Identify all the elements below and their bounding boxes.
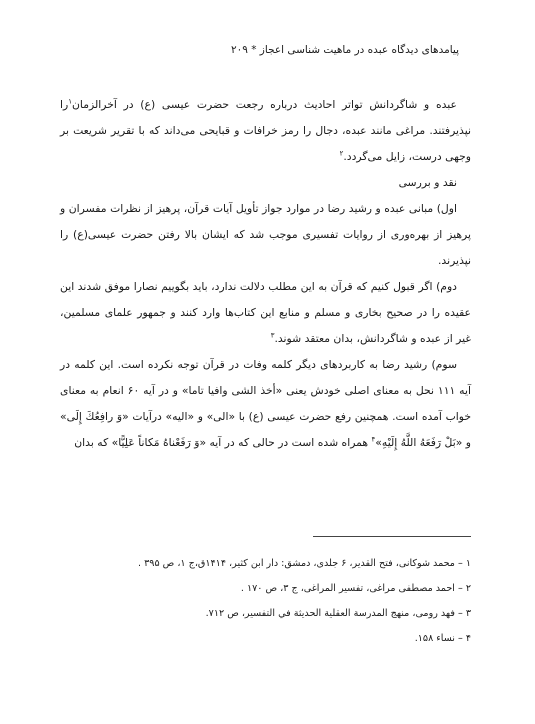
paragraph-3-text: دوم) اگر قبول کنیم که قرآن به این مطلب دلالت ندارد، باید بگوییم نصارا موفق شدند این عقیده را در صحیح بخاری و مسلم و منابع این کتاب‌ها وارد کنند و جمهور علمای مسلمین، غیر از عبده و شاگردانش، بدان معتقد شوند.	[60, 280, 471, 345]
footnote-ref-2: ۲	[339, 149, 344, 158]
header-title: پیامدهای دیدگاه عبده در ماهیت شناسی اعجاز	[259, 44, 459, 56]
footnote-item: ۴ – نساء ۱۵۸.	[414, 633, 471, 644]
footnote-item: ۳ – فهد رومی، منهج المدرسة العقلية الحديثة في التفسير، ص ۷۱۲.	[205, 608, 471, 619]
main-text	[60, 92, 471, 456]
footnote-divider	[313, 536, 471, 537]
footnote-item: ۱ – محمد شوکانی، فتح القدیر، ۶ جلدی، دمشق: دار ابن کثیر، ۱۴۱۴ق،ج ۱، ص ۳۹۵ .	[138, 558, 471, 569]
footnote-ref-3: ۳	[270, 331, 275, 340]
running-header	[60, 44, 459, 56]
paragraph-1	[60, 92, 471, 170]
header-star: *	[251, 44, 257, 56]
paragraph-2: اول) مبانی عبده و رشید رضا در موارد جواز تأویل آیات قرآن، پرهیز از نظرات مفسران و پرهیز از بهره‌وری از روایات تفسیری موجب شد که ایشان بالا رفتن حضرت عیسی(ع) را نپذیرند.	[60, 202, 471, 267]
footnote-ref-4: ۴	[371, 435, 376, 444]
paragraph-3	[60, 274, 471, 352]
paragraph-4-text-b: همراه شده است در حالی که در آیه «وَ رَفَعْناهُ مَكاناً عَلِيًّا» که بدان	[74, 436, 372, 449]
paragraph-1-text-a: عبده و شاگردانش تواتر احادیث درباره رجعت حضرت عیسی (ع) در آخرالزمان	[71, 98, 457, 111]
paragraph-1-text-b: را نپذیرفتند. مراغی مانند عبده، دجال را رمز خرافات و قبایحی می‌داند که با تقریر شریعت بر وجهی درست، زایل می‌گردد.	[60, 98, 471, 163]
paragraph-4	[60, 352, 471, 456]
footnotes	[60, 551, 471, 651]
paragraph-4-text-a: سوم) رشید رضا به کاربردهای دیگر کلمه وفات در قرآن توجه نکرده است. این کلمه در آیه ۱۱۱ نحل به معنای اصلی خودش یعنی «أخذ الشی وافیا تاما» و در آیه ۶۰ انعام به معنای خواب آمده است. همچنین رفع حضرت عیسی (ع) با «الی» و «الیه» درآیات «وَ رافِعُكَ إِلَی» و «بَلْ رَفَعَهُ اللَّهُ إِلَيْهِ»	[60, 358, 471, 449]
footnote-item: ۲ – احمد مصطفی مراغی، تفسیر المراغی، ج ۳، ص ۱۷۰ .	[240, 583, 471, 594]
page-number: ۲۰۹	[230, 44, 248, 56]
footnote-ref-1: ۱	[68, 97, 72, 106]
section-subheading: نقد و بررسی	[398, 176, 457, 189]
